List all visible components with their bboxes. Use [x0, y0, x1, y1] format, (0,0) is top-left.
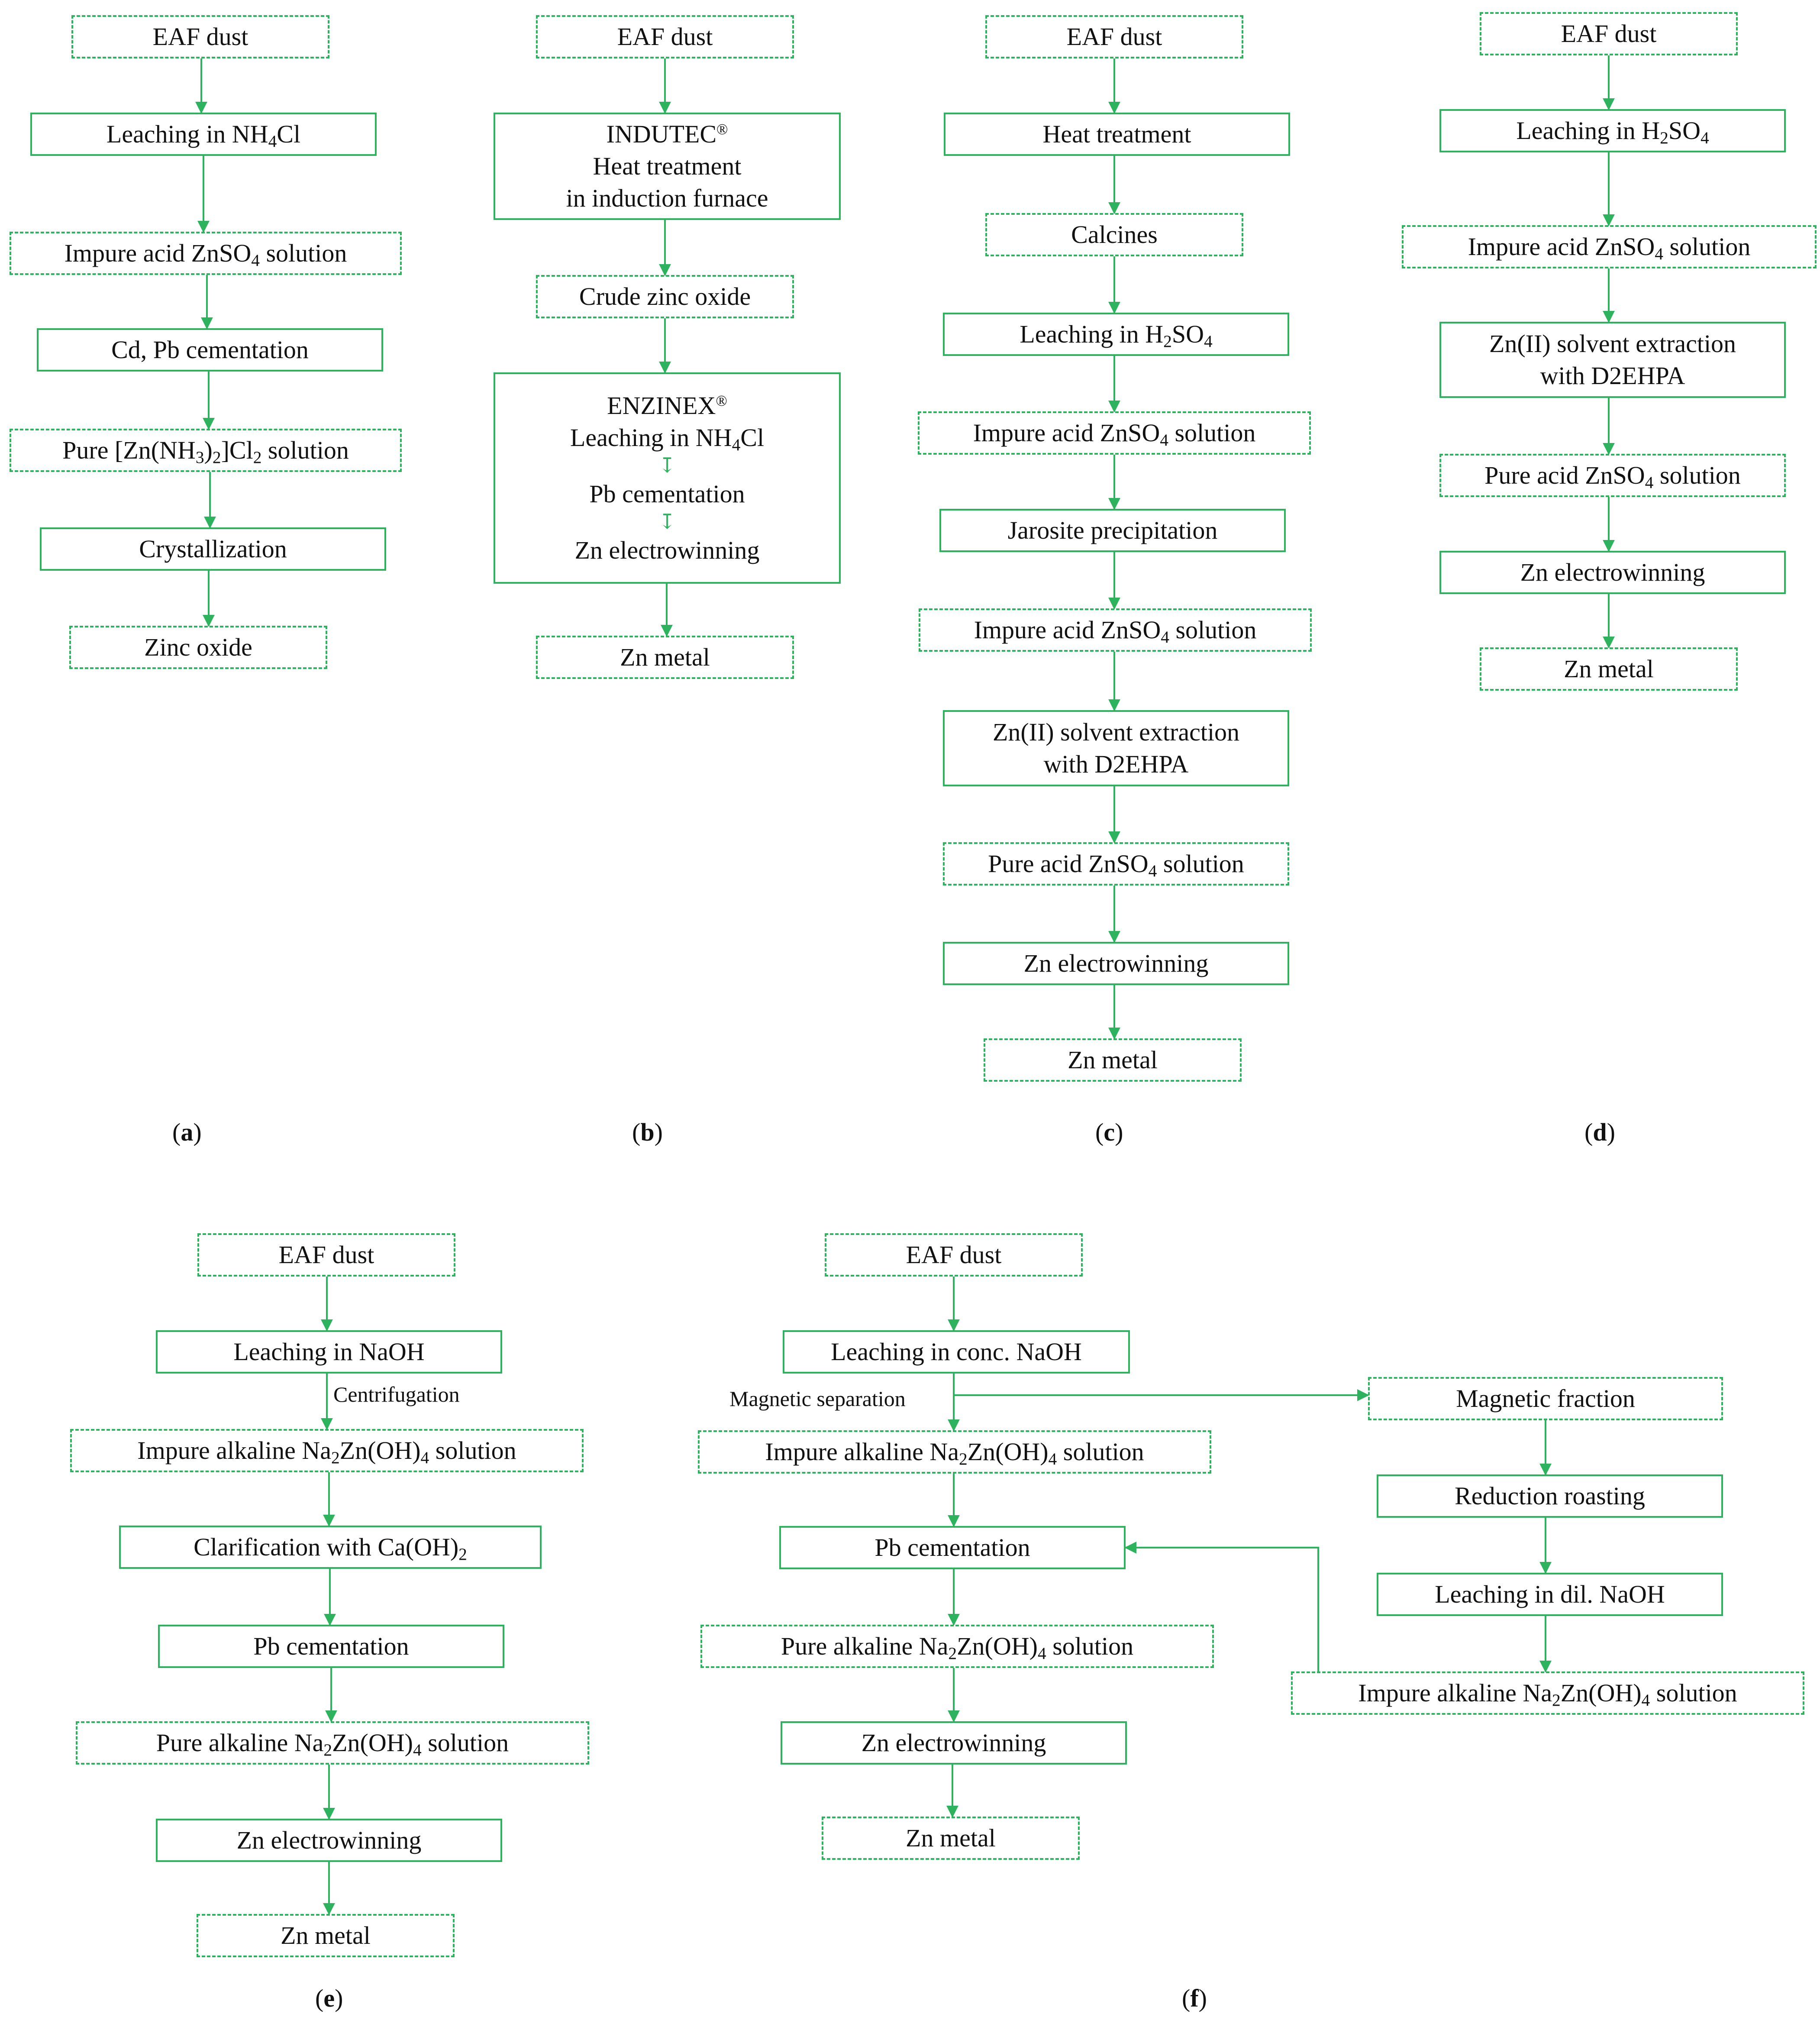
node-text-line: Crystallization — [139, 535, 287, 563]
node-text-line: Zn metal — [1068, 1046, 1158, 1074]
node-c-calcines — [985, 213, 1243, 256]
node-f-impure-alkaline — [698, 1430, 1211, 1474]
node-text-line: EAF dust — [152, 23, 248, 51]
node-e-zn-metal — [197, 1914, 455, 1957]
node-text-line: Zn metal — [1564, 655, 1654, 683]
node-e-clarification — [119, 1526, 542, 1569]
panel-label-c: (c) — [1095, 1118, 1123, 1146]
node-text-line: Pure acid ZnSO$_4$ solution — [1484, 461, 1741, 492]
node-b-enzinex — [494, 372, 841, 584]
panel-label-f: (f) — [1182, 1984, 1207, 2012]
node-text-line: Pure acid ZnSO$_4$ solution — [988, 850, 1244, 880]
node-b-zn-metal — [536, 636, 794, 679]
node-f-leaching-conc-naoh — [783, 1330, 1130, 1374]
node-text-line: Zn(II) solvent extraction — [992, 718, 1240, 746]
node-text-line: Cd, Pb cementation — [111, 336, 309, 364]
node-text-line: Zn electrowinning — [574, 536, 760, 564]
note-magnetic-separation: Magnetic separation — [729, 1387, 906, 1411]
note-centrifugation: Centrifugation — [333, 1382, 460, 1406]
node-c-impure-acid-znso4 — [918, 411, 1311, 455]
node-c-leaching-h2so4 — [943, 313, 1289, 356]
node-f-impure-alkaline-2 — [1291, 1671, 1804, 1715]
node-e-pure-alkaline — [76, 1721, 589, 1765]
node-text-line: Pb cementation — [875, 1533, 1030, 1561]
node-text-line: Impure acid ZnSO$_4$ solution — [64, 239, 347, 270]
node-c-zn-metal — [984, 1038, 1242, 1082]
node-text-line: Leaching in conc. NaOH — [831, 1338, 1082, 1366]
node-e-pb-cementation — [158, 1625, 504, 1668]
node-a-eaf-dust — [71, 15, 329, 58]
node-d-impure-acid-znso4 — [1402, 225, 1817, 268]
down-arrow-icon: ↧ — [658, 454, 676, 477]
node-text-line: Zn metal — [281, 1921, 371, 1949]
node-text-line: Heat treatment — [1042, 120, 1191, 148]
node-e-eaf-dust — [197, 1233, 455, 1277]
node-c-pure-acid-znso4 — [943, 842, 1289, 886]
node-text-line: ENZINEX® — [607, 391, 727, 420]
node-text-line: Pb cementation — [253, 1632, 409, 1660]
panel-label-a: (a) — [172, 1118, 202, 1146]
node-f-zn-electrowinning — [781, 1721, 1127, 1765]
node-b-indutec — [494, 113, 841, 220]
node-d-zn-electrowinning — [1439, 551, 1786, 594]
node-f-leaching-dil-naoh — [1377, 1573, 1723, 1616]
panel-label-b: (b) — [632, 1118, 663, 1146]
node-d-pure-acid-znso4 — [1439, 454, 1786, 497]
node-a-impure-acid-znso4 — [10, 232, 402, 275]
node-text-line: Leaching in $H_2SO_4$ — [1020, 320, 1213, 351]
node-text-line: Pb cementation — [589, 480, 745, 508]
node-text-line: Zn metal — [620, 643, 710, 671]
node-text-line: Pure $[Zn(NH_3)_2]Cl_2$ solution — [62, 436, 349, 467]
node-text-line: Impure alkaline $Na_2Zn(OH)_4$ solution — [765, 1438, 1144, 1468]
node-a-leaching-nh4cl — [30, 113, 377, 156]
node-a-zinc-oxide — [69, 626, 327, 669]
node-text-line: Leaching in NaOH — [233, 1338, 425, 1366]
node-text-line: Clarification with $Ca(OH)_2$ — [194, 1533, 467, 1564]
node-text-line: Magnetic fraction — [1456, 1384, 1635, 1413]
node-text-line: Zn electrowinning — [236, 1826, 422, 1854]
node-text-line: Zn(II) solvent extraction — [1489, 330, 1736, 358]
node-a-cd-pb-cementation — [37, 328, 383, 372]
node-text-line: Pure alkaline $Na_2Zn(OH)_4$ solution — [156, 1729, 509, 1759]
node-text-line: Zn electrowinning — [1023, 949, 1209, 977]
node-d-leaching-h2so4 — [1439, 109, 1786, 152]
node-text-line: Impure acid ZnSO$_4$ solution — [974, 616, 1257, 646]
node-text-line: Leaching in $NH_4Cl$ — [570, 423, 765, 454]
node-c-jarosite-precipitation — [939, 509, 1286, 552]
down-arrow-icon: ↧ — [658, 511, 676, 533]
node-text-line: Zn electrowinning — [861, 1729, 1046, 1757]
node-text-line: EAF dust — [1066, 23, 1162, 51]
node-f-magnetic-fraction — [1368, 1377, 1723, 1420]
node-text-line: Impure alkaline $Na_2Zn(OH)_4$ solution — [137, 1436, 516, 1467]
node-text-line: Impure alkaline $Na_2Zn(OH)_4$ solution — [1358, 1679, 1737, 1710]
node-d-solvent-extraction — [1439, 322, 1786, 398]
node-text-line: with D2EHPA — [1043, 750, 1189, 778]
node-c-solvent-extraction — [943, 710, 1289, 786]
node-b-crude-zinc-oxide — [536, 275, 794, 318]
node-f-pure-alkaline — [700, 1625, 1214, 1668]
node-text-line: EAF dust — [906, 1241, 1002, 1269]
node-text-line: Zn electrowinning — [1520, 558, 1705, 586]
panel-label-d: (d) — [1584, 1118, 1615, 1146]
node-f-zn-metal — [822, 1817, 1080, 1860]
node-text-line: Impure acid ZnSO$_4$ solution — [973, 419, 1256, 449]
node-e-zn-electrowinning — [156, 1819, 502, 1862]
node-b-eaf-dust — [536, 15, 794, 58]
node-d-zn-metal — [1480, 647, 1738, 691]
node-a-pure-zn-nh3-cl2 — [10, 429, 402, 472]
node-c-eaf-dust — [985, 15, 1243, 58]
node-text-line: EAF dust — [617, 23, 713, 51]
node-f-eaf-dust — [825, 1233, 1083, 1277]
node-f-reduction-roasting — [1377, 1474, 1723, 1518]
node-text-line: with D2EHPA — [1540, 362, 1685, 390]
node-text-line: in induction furnace — [566, 184, 768, 212]
node-c-heat-treatment — [944, 113, 1290, 156]
node-text-line: INDUTEC® — [606, 120, 728, 148]
node-text-line: Leaching in dil. NaOH — [1435, 1580, 1665, 1608]
panel-label-e: (e) — [315, 1984, 343, 2012]
node-c-impure-acid-znso4-2 — [919, 608, 1312, 652]
node-text-line: Jarosite precipitation — [1007, 516, 1218, 544]
node-text-line: Crude zinc oxide — [579, 282, 751, 310]
node-a-crystallization — [40, 527, 386, 571]
node-d-eaf-dust — [1480, 12, 1738, 55]
node-text-line: Pure alkaline $Na_2Zn(OH)_4$ solution — [781, 1632, 1134, 1663]
node-text-line: Heat treatment — [593, 152, 742, 180]
node-text-line: Reduction roasting — [1455, 1482, 1645, 1510]
node-text-line: Calcines — [1071, 220, 1158, 249]
node-text-line: Leaching in $H_2SO_4$ — [1516, 116, 1709, 147]
node-e-leaching-naoh — [156, 1330, 502, 1374]
node-text-line: EAF dust — [1561, 19, 1657, 48]
node-text-line: Leaching in $NH_4Cl$ — [106, 120, 301, 151]
node-e-impure-alkaline — [70, 1429, 584, 1472]
node-text-line: EAF dust — [278, 1241, 374, 1269]
node-text-line: Zinc oxide — [144, 633, 252, 661]
node-text-line: Impure acid ZnSO$_4$ solution — [1468, 233, 1751, 263]
node-text-line: Zn metal — [906, 1824, 996, 1852]
node-f-pb-cementation — [779, 1526, 1126, 1569]
node-c-zn-electrowinning — [943, 942, 1289, 985]
